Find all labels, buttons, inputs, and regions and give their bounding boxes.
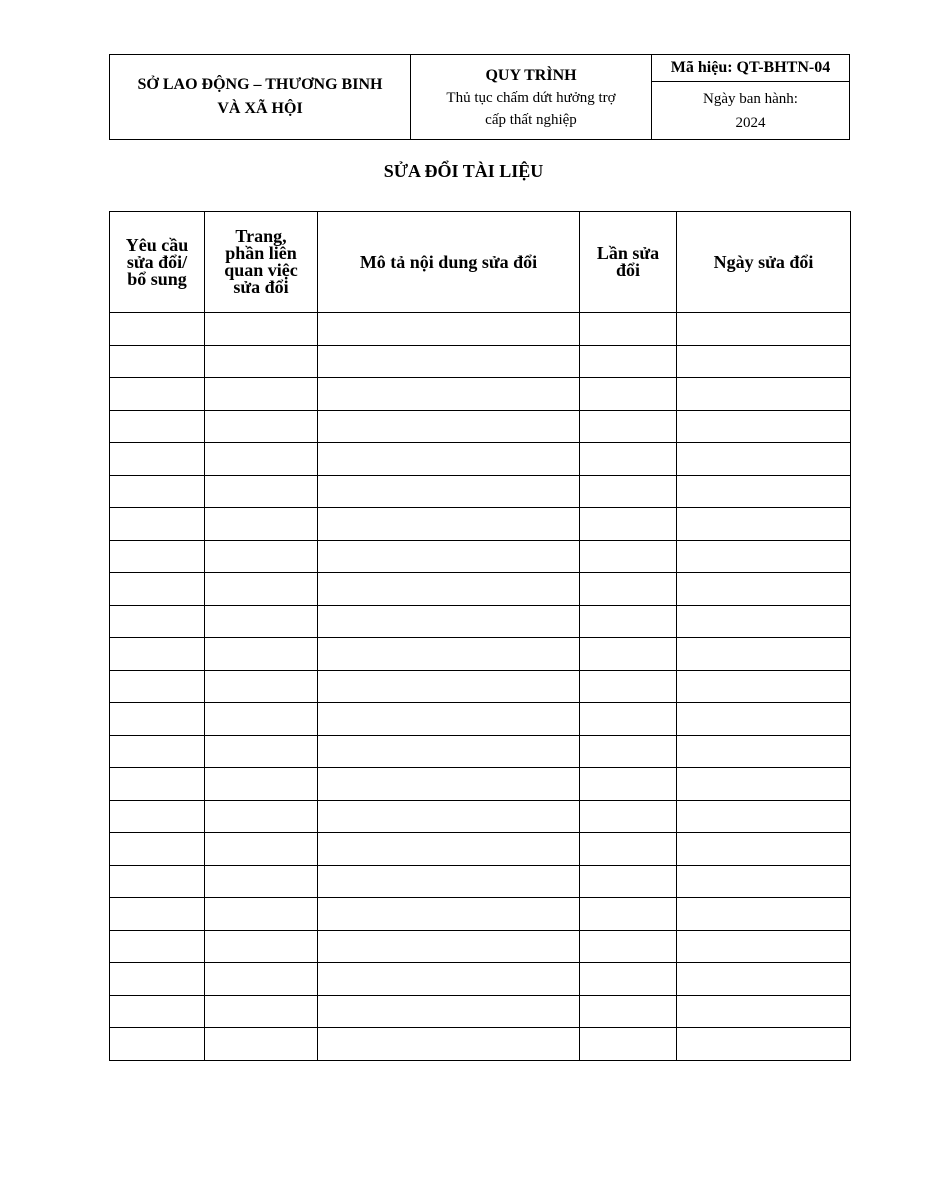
table-cell[interactable] xyxy=(205,1028,318,1061)
table-cell[interactable] xyxy=(318,313,580,346)
table-cell[interactable] xyxy=(110,833,205,866)
table-cell[interactable] xyxy=(318,540,580,573)
table-cell[interactable] xyxy=(110,898,205,931)
table-row xyxy=(110,345,851,378)
table-cell[interactable] xyxy=(110,443,205,476)
table-cell[interactable] xyxy=(318,865,580,898)
table-cell[interactable] xyxy=(580,703,677,736)
table-cell[interactable] xyxy=(580,670,677,703)
table-cell[interactable] xyxy=(677,410,851,443)
table-cell[interactable] xyxy=(110,345,205,378)
table-cell[interactable] xyxy=(580,573,677,606)
table-cell[interactable] xyxy=(110,508,205,541)
table-cell[interactable] xyxy=(580,735,677,768)
table-cell[interactable] xyxy=(580,833,677,866)
table-cell[interactable] xyxy=(580,313,677,346)
table-cell[interactable] xyxy=(205,898,318,931)
table-cell[interactable] xyxy=(110,735,205,768)
table-cell[interactable] xyxy=(110,963,205,996)
table-cell[interactable] xyxy=(110,1028,205,1061)
table-row xyxy=(110,443,851,476)
table-cell[interactable] xyxy=(110,768,205,801)
table-row xyxy=(110,898,851,931)
table-cell[interactable] xyxy=(110,865,205,898)
table-cell[interactable] xyxy=(677,768,851,801)
header-request-line3: bổ sung xyxy=(127,268,187,289)
header-page-section xyxy=(205,212,318,313)
table-cell[interactable] xyxy=(318,833,580,866)
revision-table xyxy=(109,211,851,1061)
table-cell[interactable] xyxy=(677,313,851,346)
table-cell[interactable] xyxy=(580,995,677,1028)
table-cell[interactable] xyxy=(318,605,580,638)
table-cell[interactable] xyxy=(318,475,580,508)
table-cell[interactable] xyxy=(110,313,205,346)
table-cell[interactable] xyxy=(318,963,580,996)
table-cell[interactable] xyxy=(580,638,677,671)
table-cell[interactable] xyxy=(110,638,205,671)
table-cell[interactable] xyxy=(318,670,580,703)
table-row xyxy=(110,378,851,411)
header-revision-line1: Lần sửa xyxy=(596,243,660,263)
table-cell[interactable] xyxy=(580,768,677,801)
table-cell[interactable] xyxy=(677,475,851,508)
table-cell[interactable] xyxy=(318,1028,580,1061)
table-row xyxy=(110,540,851,573)
table-cell[interactable] xyxy=(677,735,851,768)
process-cell xyxy=(411,55,652,140)
table-cell[interactable] xyxy=(205,508,318,541)
table-cell[interactable] xyxy=(110,378,205,411)
header-date-line1: Ngày sửa đổi xyxy=(713,251,814,272)
table-cell[interactable] xyxy=(205,995,318,1028)
table-cell[interactable] xyxy=(110,540,205,573)
table-cell[interactable] xyxy=(205,833,318,866)
table-cell[interactable] xyxy=(318,345,580,378)
table-cell[interactable] xyxy=(318,800,580,833)
organization-name-line2: VÀ XÃ HỘI xyxy=(217,100,303,117)
table-row xyxy=(110,638,851,671)
table-row xyxy=(110,410,851,443)
table-cell[interactable] xyxy=(677,540,851,573)
table-cell[interactable] xyxy=(580,378,677,411)
header-page-line1: Trang, xyxy=(235,226,287,246)
header-page-line2: phần liên xyxy=(225,243,297,263)
table-cell[interactable] xyxy=(205,768,318,801)
table-cell[interactable] xyxy=(580,345,677,378)
table-cell[interactable] xyxy=(318,508,580,541)
document-header xyxy=(109,54,850,140)
issue-date-label: Ngày ban hành: xyxy=(703,90,798,107)
header-revision-number xyxy=(580,212,677,313)
table-cell[interactable] xyxy=(580,475,677,508)
header-revision-date xyxy=(677,212,851,313)
table-cell[interactable] xyxy=(318,735,580,768)
table-cell[interactable] xyxy=(677,833,851,866)
table-cell[interactable] xyxy=(205,670,318,703)
table-row xyxy=(110,995,851,1028)
table-cell[interactable] xyxy=(677,898,851,931)
issue-year: 2024 xyxy=(735,114,766,131)
table-cell[interactable] xyxy=(205,410,318,443)
table-cell[interactable] xyxy=(580,508,677,541)
table-cell[interactable] xyxy=(318,410,580,443)
issue-date-cell xyxy=(652,82,850,140)
table-cell[interactable] xyxy=(318,378,580,411)
header-request-line2: sửa đổi/ xyxy=(126,251,188,272)
header-page-line3: quan việc xyxy=(224,260,298,280)
table-cell[interactable] xyxy=(580,898,677,931)
table-row xyxy=(110,573,851,606)
table-cell[interactable] xyxy=(318,995,580,1028)
table-row xyxy=(110,670,851,703)
table-cell[interactable] xyxy=(580,605,677,638)
table-cell[interactable] xyxy=(318,930,580,963)
table-row xyxy=(110,703,851,736)
table-cell[interactable] xyxy=(110,995,205,1028)
table-cell[interactable] xyxy=(677,995,851,1028)
header-revision-line2: đổi xyxy=(615,260,640,280)
table-cell[interactable] xyxy=(580,865,677,898)
table-row xyxy=(110,1028,851,1061)
organization-name-line1: SỞ LAO ĐỘNG – THƯƠNG BINH xyxy=(137,76,383,93)
table-cell[interactable] xyxy=(205,475,318,508)
table-cell[interactable] xyxy=(677,605,851,638)
table-cell[interactable] xyxy=(205,930,318,963)
table-cell[interactable] xyxy=(205,638,318,671)
table-cell[interactable] xyxy=(580,963,677,996)
table-cell[interactable] xyxy=(677,800,851,833)
table-cell[interactable] xyxy=(677,638,851,671)
table-row xyxy=(110,865,851,898)
organization-cell xyxy=(110,55,411,140)
table-cell[interactable] xyxy=(677,670,851,703)
table-cell[interactable] xyxy=(318,638,580,671)
table-cell[interactable] xyxy=(110,475,205,508)
table-row xyxy=(110,508,851,541)
table-cell[interactable] xyxy=(205,800,318,833)
table-cell[interactable] xyxy=(677,930,851,963)
table-cell[interactable] xyxy=(677,703,851,736)
table-row xyxy=(110,605,851,638)
table-cell[interactable] xyxy=(110,930,205,963)
table-cell[interactable] xyxy=(677,573,851,606)
table-cell[interactable] xyxy=(205,605,318,638)
table-cell[interactable] xyxy=(318,768,580,801)
table-cell[interactable] xyxy=(580,410,677,443)
table-cell[interactable] xyxy=(205,345,318,378)
table-cell[interactable] xyxy=(677,865,851,898)
table-cell[interactable] xyxy=(318,573,580,606)
page-title: SỬA ĐỔI TÀI LIỆU xyxy=(383,161,544,181)
document-code: Mã hiệu: QT-BHTN-04 xyxy=(652,55,850,82)
table-cell[interactable] xyxy=(677,508,851,541)
table-cell[interactable] xyxy=(205,573,318,606)
table-cell[interactable] xyxy=(205,443,318,476)
table-cell[interactable] xyxy=(318,898,580,931)
table-cell[interactable] xyxy=(110,410,205,443)
table-row xyxy=(110,735,851,768)
table-cell[interactable] xyxy=(677,1028,851,1061)
table-row xyxy=(110,963,851,996)
table-cell[interactable] xyxy=(110,800,205,833)
table-cell[interactable] xyxy=(205,735,318,768)
table-cell[interactable] xyxy=(677,378,851,411)
table-cell[interactable] xyxy=(580,1028,677,1061)
process-label: QUY TRÌNH xyxy=(485,67,577,84)
header-request-line1: Yêu cầu xyxy=(125,234,189,255)
table-cell[interactable] xyxy=(677,345,851,378)
header-description-line1: Mô tả nội dung sửa đổi xyxy=(359,251,538,272)
table-cell[interactable] xyxy=(580,930,677,963)
table-cell[interactable] xyxy=(580,540,677,573)
table-cell[interactable] xyxy=(677,963,851,996)
table-cell[interactable] xyxy=(580,800,677,833)
table-row xyxy=(110,833,851,866)
table-cell[interactable] xyxy=(110,703,205,736)
table-cell[interactable] xyxy=(205,378,318,411)
header-request xyxy=(110,212,205,313)
revision-table-header-row xyxy=(110,212,851,313)
process-name-line1: Thủ tục chấm dứt hưởng trợ xyxy=(446,90,616,106)
table-cell[interactable] xyxy=(110,670,205,703)
header-page-line4: sửa đổi xyxy=(233,277,289,297)
table-cell[interactable] xyxy=(110,573,205,606)
header-description xyxy=(318,212,580,313)
table-row xyxy=(110,930,851,963)
table-cell[interactable] xyxy=(205,540,318,573)
table-cell[interactable] xyxy=(205,313,318,346)
table-row xyxy=(110,800,851,833)
process-name-line2: cấp thất nghiệp xyxy=(485,112,577,128)
table-cell[interactable] xyxy=(205,963,318,996)
table-row xyxy=(110,475,851,508)
table-cell[interactable] xyxy=(580,443,677,476)
table-cell[interactable] xyxy=(677,443,851,476)
table-cell[interactable] xyxy=(205,865,318,898)
table-cell[interactable] xyxy=(110,605,205,638)
revision-table-body xyxy=(110,313,851,1061)
table-cell[interactable] xyxy=(205,703,318,736)
table-row xyxy=(110,768,851,801)
table-cell[interactable] xyxy=(318,443,580,476)
table-cell[interactable] xyxy=(318,703,580,736)
table-row xyxy=(110,313,851,346)
